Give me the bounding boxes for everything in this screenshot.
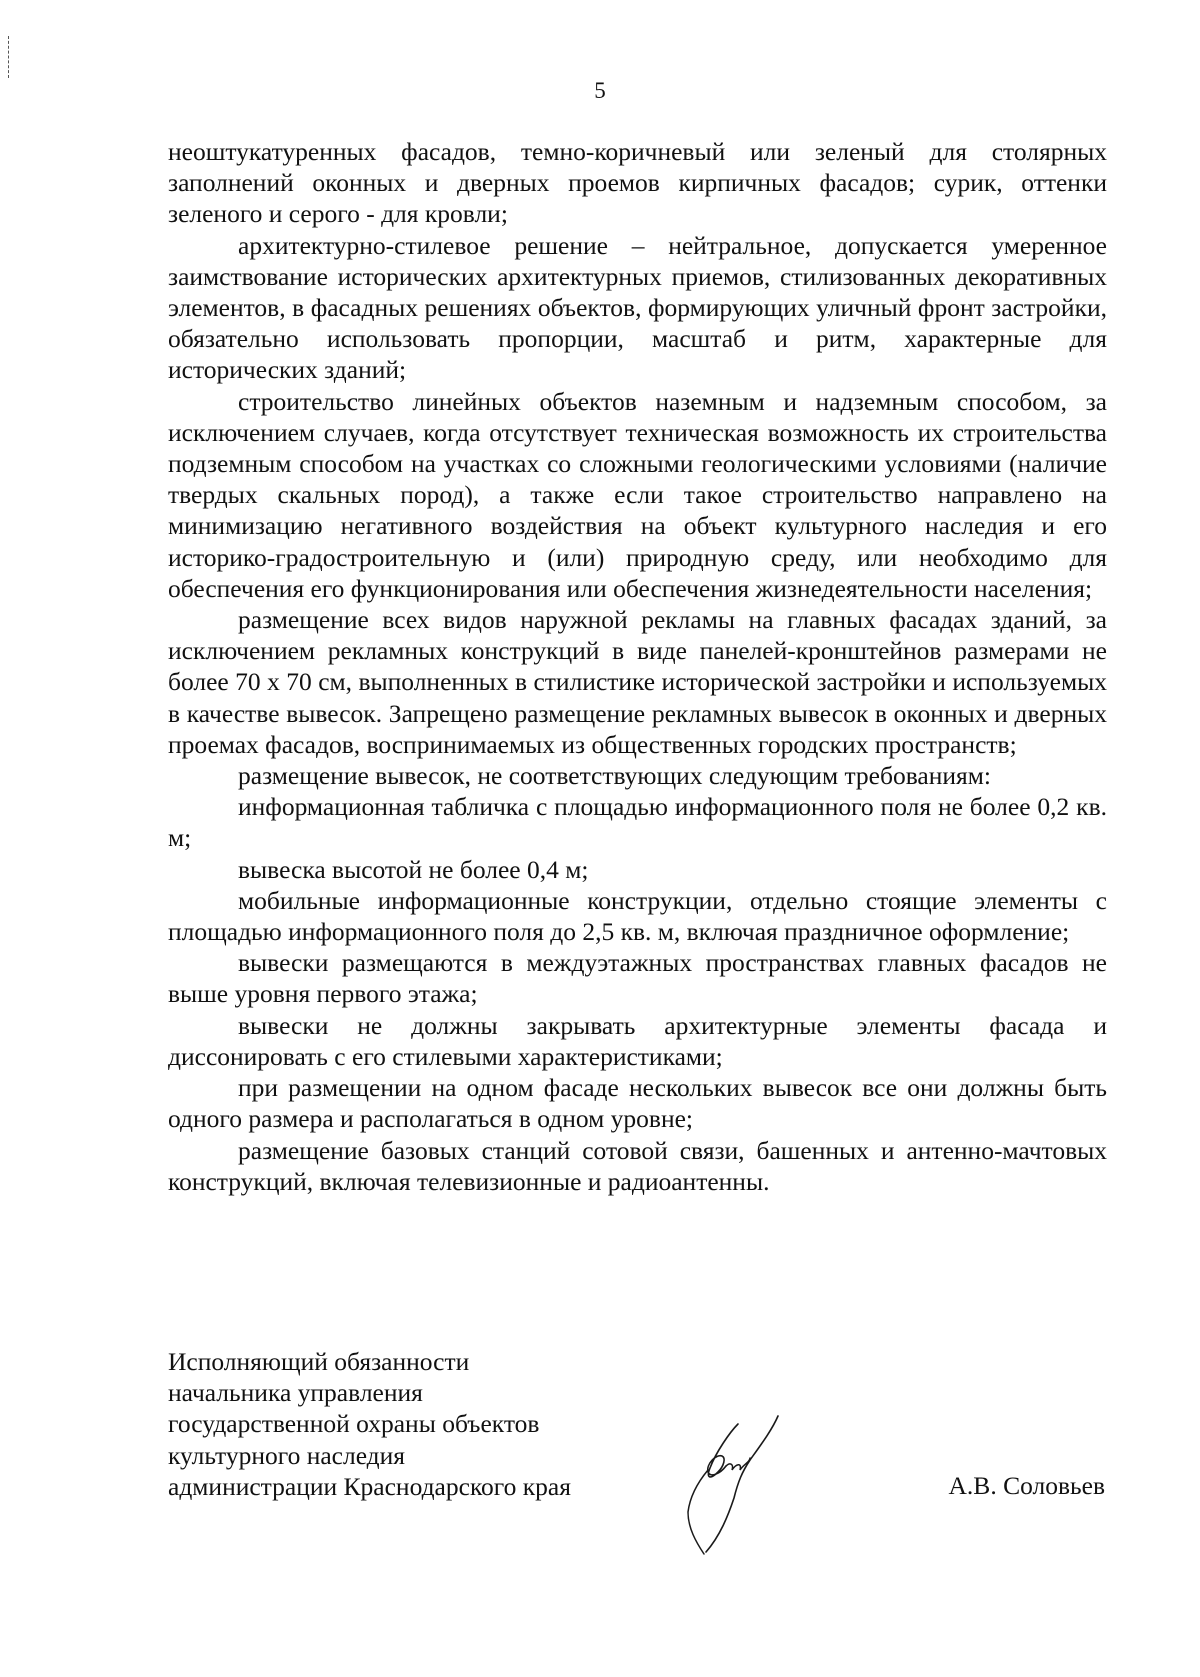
signatory-title-line: начальника управления	[168, 1378, 423, 1408]
signatory-title	[168, 1346, 571, 1502]
scan-margin-mark	[8, 36, 10, 78]
paragraph: при размещении на одном фасаде нескольких вывесок все они должны быть одного размера и располагаться в одном уровне;	[168, 1073, 1107, 1134]
signatory-title-line: Исполняющий обязанности	[168, 1347, 470, 1376]
signatory-title-line: администрации Краснодарского края	[168, 1471, 571, 1501]
signer-name: А.В. Соловьев	[948, 1471, 1105, 1500]
paragraph: размещение вывесок, не соответствующих следующим требованиям:	[238, 761, 991, 791]
signatory-title-line: государственной охраны объектов	[168, 1409, 540, 1439]
paragraph: вывески не должны закрывать архитектурные элементы фасада и диссонировать с его стилевыми характеристиками;	[168, 1010, 1107, 1071]
paragraph: размещение всех видов наружной рекламы на главных фасадах зданий, за исключением рекламных конструкций в виде панелей-кронштейнов размерами не более 70 х 70 см, выполненных в стилистике исторической застройки и используемых в качестве вывесок. Запрещено размещение рекламных вывесок в оконных и дверных проемах фасадов, воспринимаемых из общественных городских пространств;	[168, 605, 1107, 759]
signatory-title-line: культурного наследия	[168, 1440, 406, 1470]
paragraph: вывеска высотой не более 0,4 м;	[238, 854, 589, 884]
paragraph: информационная табличка с площадью информационного поля не более 0,2 кв. м;	[168, 792, 1107, 853]
paragraph: вывески размещаются в междуэтажных пространствах главных фасадов не выше уровня первого этажа;	[168, 948, 1107, 1009]
page-number: 5	[594, 78, 606, 103]
handwritten-signature	[680, 1412, 790, 1562]
paragraph: мобильные информационные конструкции, отдельно стоящие элементы с площадью информационного поля до 2,5 кв. м, включая праздничное оформление;	[168, 885, 1107, 947]
paragraph: неоштукатуренных фасадов, темно-коричневый или зеленый для столярных заполнений оконных и дверных проемов кирпичных фасадов; сурик, оттенки зеленого и серого - для кровли;	[168, 137, 1107, 229]
document-body	[168, 136, 1107, 1197]
paragraph: архитектурно-стилевое решение – нейтральное, допускается умеренное заимствование исторических архитектурных приемов, стилизованных декоративных элементов, в фасадных решениях объектов, формирующих уличный фронт застройки, обязательно использовать пропорции, масштаб и ритм, характерные для исторических зданий;	[168, 230, 1107, 385]
paragraph: строительство линейных объектов наземным и надземным способом, за исключением случаев, когда отсутствует техническая возможность их строительства подземным способом на участках со сложными геологическими условиями (наличие твердых скальных пород), а также если такое строительство направлено на минимизацию негативного воздействия на объект культурного наследия и его историко-градостроительную и (или) природную среду, или необходимо для обеспечения его функционирования или обеспечения жизнедеятельности населения;	[168, 386, 1107, 603]
paragraph: размещение базовых станций сотовой связи, башенных и антенно-мачтовых конструкций, включая телевизионные и радиоантенны.	[168, 1135, 1107, 1196]
